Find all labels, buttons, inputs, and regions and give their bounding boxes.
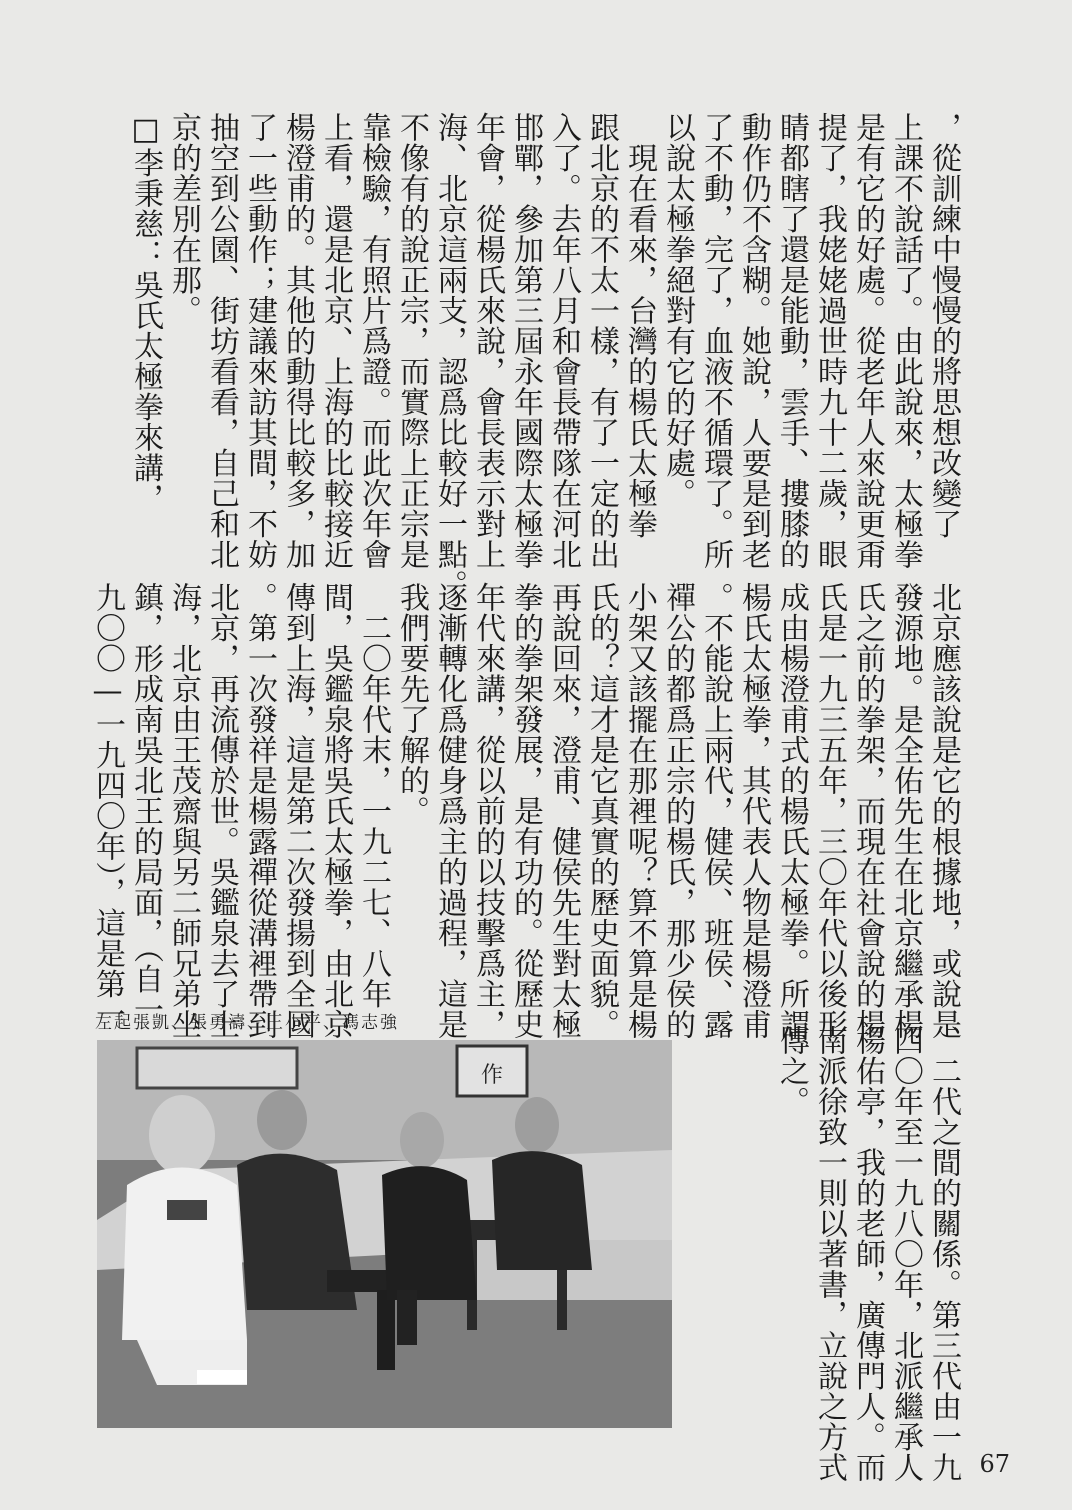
page-number: 67 <box>979 1450 1010 1478</box>
text-column: 逐漸轉化爲健身爲主的過程，這是 <box>432 582 467 1040</box>
text-column: ，從訓練中慢慢的將思想改變了 <box>926 112 961 539</box>
text-column: 小架又該擺在那裡呢？算不算是楊 <box>622 582 657 1040</box>
article-block-bottom <box>762 1025 962 1483</box>
text-column: 靠檢驗，有照片爲證。而此次年會 <box>356 112 391 570</box>
text-column: 傳之。 <box>774 1025 809 1117</box>
text-column: 我們要先了解的。 <box>394 582 429 826</box>
text-column: 邯鄲，參加第三屆永年國際太極拳 <box>508 112 543 570</box>
text-column: 是有它的好處。從老年人來說更甭 <box>850 112 885 570</box>
text-column: 抽空到公園、街坊看看，自己和北 <box>204 112 239 570</box>
text-column: 楊佑亭，我的老師，廣傳門人。而 <box>850 1025 885 1483</box>
text-column: 九〇〇—一九四〇年），這是第一 <box>90 582 125 1030</box>
article-block-top <box>128 112 962 600</box>
text-column: 氏的？這才是它真實的歷史面貌。 <box>584 582 619 1040</box>
text-column: 南派徐致一則以著書，立說之方式 <box>812 1025 847 1483</box>
text-column: 成由楊澄甫式的楊氏太極拳。所謂 <box>774 582 809 1040</box>
text-column: 跟北京的不太一樣，有了一定的出 <box>584 112 619 570</box>
text-column: 、二代之間的關係。第三代由一九 <box>926 1025 961 1483</box>
text-column: 鎮，形成南吳北王的局面，（自一 <box>128 582 163 1025</box>
text-column: 以說太極拳絕對有它的好處。 <box>660 112 695 509</box>
text-column: 動作仍不含糊。她說，人要是到老 <box>736 112 771 570</box>
text-column: 傳到上海，這是第二次發揚到全國 <box>280 582 315 1040</box>
text-column: 氏是一九三五年，三〇年代以後形 <box>812 582 847 1040</box>
text-column: 海，北京由王茂齋與另二師兄弟坐 <box>166 582 201 1040</box>
text-column: 入了。去年八月和會長帶隊在河北 <box>546 112 581 570</box>
text-column: 睛都瞎了還是能動，雲手、摟膝的 <box>774 112 809 570</box>
text-column: 了一些動作；建議來訪其間，不妨 <box>242 112 277 570</box>
text-column: 楊澄甫的。其他的動得比較多，加 <box>280 112 315 570</box>
group-photo <box>97 1040 672 1428</box>
text-column: 上看，還是北京、上海的比較接近 <box>318 112 353 570</box>
text-column: 提了，我姥姥過世時九十二歲，眼 <box>812 112 847 570</box>
text-column: 再說回來，澄甫、健侯先生對太極 <box>546 582 581 1040</box>
wall-calligraphy: 作 <box>480 1063 504 1088</box>
text-column: 。第一次發祥是楊露禪從溝裡帶到 <box>242 582 277 1040</box>
text-column: 拳的拳架發展，是有功的。從歷史 <box>508 582 543 1040</box>
text-column: 楊氏太極拳，其代表人物是楊澄甫 <box>736 582 771 1040</box>
text-column: 不像有的說正宗，而實際上正宗是 <box>394 112 429 570</box>
text-column: 了不動，完了，血液不循環了。所 <box>698 112 733 570</box>
text-column: 年會，從楊氏來說，會長表示對上 <box>470 112 505 570</box>
text-column: 。不能說上兩代，健侯、班侯、露 <box>698 582 733 1040</box>
text-column: 間，吳鑑泉將吳氏太極拳，由北京 <box>318 582 353 1040</box>
text-column: 年代來講，從以前的以技擊爲主， <box>470 582 505 1040</box>
text-column: 北京應該說是它的根據地，或說是 <box>926 582 961 1040</box>
text-column: 禪公的都爲正宗的楊氏，那少侯的 <box>660 582 695 1040</box>
text-column: 二〇年代末，一九二七、八年 <box>356 582 391 1009</box>
text-column: 上課不說話了。由此說來，太極拳 <box>888 112 923 570</box>
text-column: 海、北京這兩支，認爲比較好一點。 <box>432 112 467 600</box>
photo-illustration <box>97 1040 672 1428</box>
text-column: 四〇年至一九八〇年，北派繼承人 <box>888 1025 923 1483</box>
text-column: □李秉慈：吳氏太極拳來講， <box>128 112 163 514</box>
photo-caption: 左起張凱、張勇濤、王小平、馮志強 <box>95 1013 399 1033</box>
text-column: 京的差別在那。 <box>166 112 201 326</box>
text-column: 現在看來，台灣的楊氏太極拳 <box>622 112 657 539</box>
text-column: 北京，再流傳於世。吳鑑泉去了上 <box>204 582 239 1040</box>
text-column: 氏之前的拳架，而現在社會說的楊 <box>850 582 885 1040</box>
text-column: 發源地。是全佑先生在北京繼承楊 <box>888 582 923 1040</box>
